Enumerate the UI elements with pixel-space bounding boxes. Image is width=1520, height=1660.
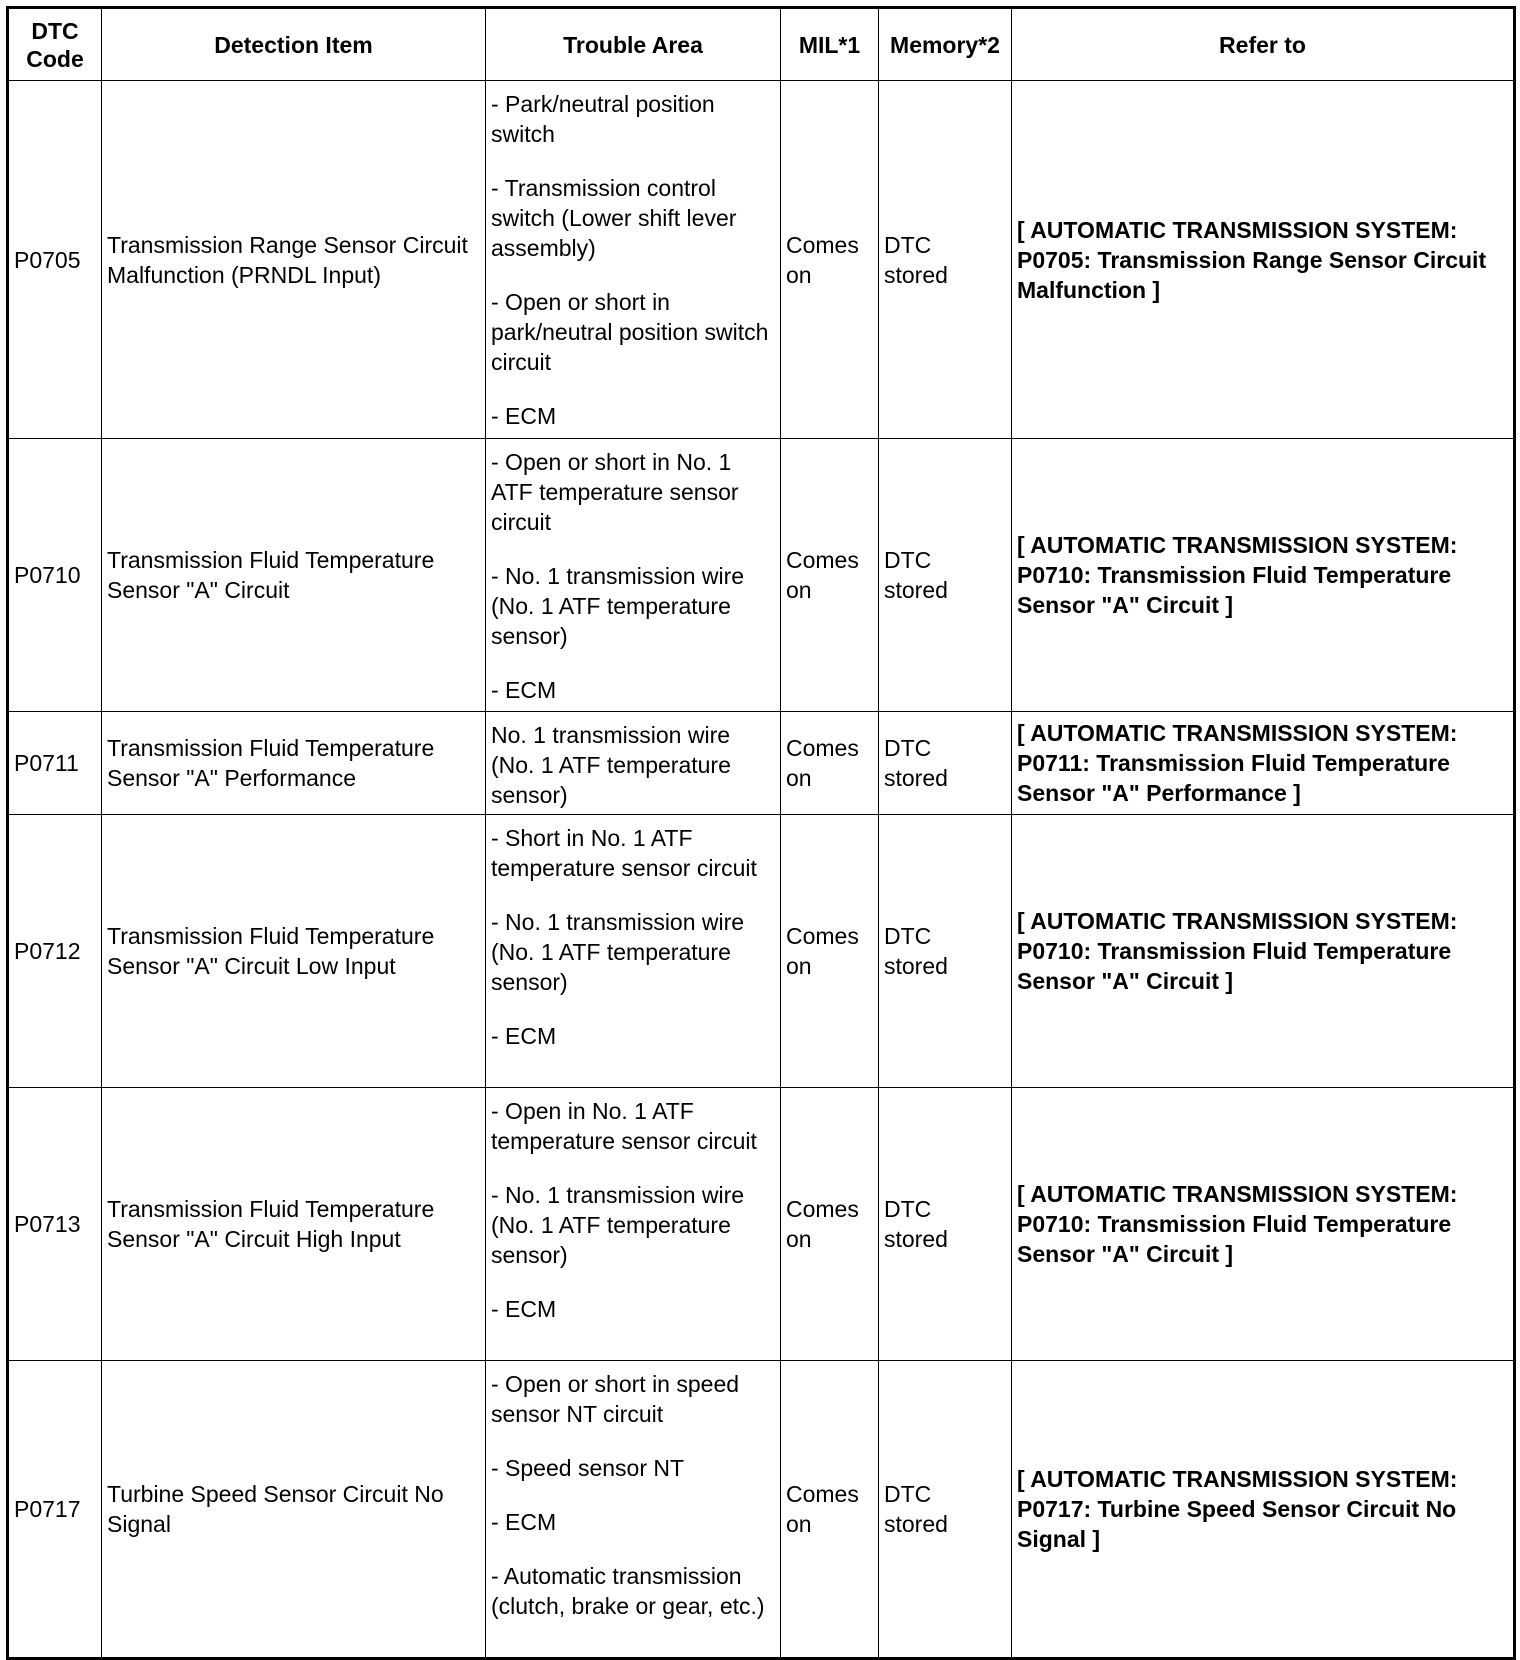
header-mil: MIL*1 bbox=[781, 8, 879, 81]
mil-status: Comes on bbox=[781, 712, 879, 815]
trouble-area bbox=[486, 1088, 781, 1361]
table-row bbox=[8, 712, 1515, 815]
trouble-area-line: - Transmission control switch (Lower shift lever assembly) bbox=[491, 175, 737, 261]
memory-status: DTC stored bbox=[879, 815, 1012, 1088]
memory-status: DTC stored bbox=[879, 439, 1012, 712]
table-row bbox=[8, 439, 1515, 712]
dtc-table bbox=[6, 6, 1516, 1660]
trouble-area-line: - Automatic transmission (clutch, brake or gear, etc.) bbox=[491, 1563, 765, 1619]
refer-to-link[interactable]: [ AUTOMATIC TRANSMISSION SYSTEM: P0710: Transmission Fluid Temperature Sensor "A" Circuit ] bbox=[1012, 439, 1515, 712]
mil-status: Comes on bbox=[781, 81, 879, 439]
detection-item: Transmission Range Sensor Circuit Malfunction (PRNDL Input) bbox=[102, 81, 486, 439]
header-row bbox=[8, 8, 1515, 81]
memory-status: DTC stored bbox=[879, 1361, 1012, 1659]
trouble-area-line: - Open or short in No. 1 ATF temperature sensor circuit bbox=[491, 449, 739, 535]
mil-status: Comes on bbox=[781, 1361, 879, 1659]
refer-to-link[interactable]: [ AUTOMATIC TRANSMISSION SYSTEM: P0710: Transmission Fluid Temperature Sensor "A" Circuit ] bbox=[1012, 815, 1515, 1088]
trouble-area bbox=[486, 712, 781, 815]
dtc-code: P0717 bbox=[8, 1361, 102, 1659]
refer-to-link[interactable]: [ AUTOMATIC TRANSMISSION SYSTEM: P0705: Transmission Range Sensor Circuit Malfunction ] bbox=[1012, 81, 1515, 439]
trouble-area-line: No. 1 transmission wire (No. 1 ATF temperature sensor) bbox=[491, 722, 731, 808]
trouble-area-line: - Open or short in park/neutral position switch circuit bbox=[491, 289, 769, 375]
detection-item: Transmission Fluid Temperature Sensor "A" Circuit High Input bbox=[102, 1088, 486, 1361]
header-memory: Memory*2 bbox=[879, 8, 1012, 81]
trouble-area-line: - ECM bbox=[491, 403, 557, 429]
header-detection-item: Detection Item bbox=[102, 8, 486, 81]
trouble-area-line: - ECM bbox=[491, 677, 557, 703]
table-row bbox=[8, 815, 1515, 1088]
dtc-code: P0710 bbox=[8, 439, 102, 712]
dtc-code: P0713 bbox=[8, 1088, 102, 1361]
trouble-area bbox=[486, 1361, 781, 1659]
detection-item: Turbine Speed Sensor Circuit No Signal bbox=[102, 1361, 486, 1659]
trouble-area bbox=[486, 81, 781, 439]
dtc-code: P0711 bbox=[8, 712, 102, 815]
refer-to-link[interactable]: [ AUTOMATIC TRANSMISSION SYSTEM: P0717: Turbine Speed Sensor Circuit No Signal ] bbox=[1012, 1361, 1515, 1659]
mil-status: Comes on bbox=[781, 439, 879, 712]
trouble-area-line: - Open in No. 1 ATF temperature sensor circuit bbox=[491, 1098, 757, 1154]
refer-to-link[interactable]: [ AUTOMATIC TRANSMISSION SYSTEM: P0710: Transmission Fluid Temperature Sensor "A" Circuit ] bbox=[1012, 1088, 1515, 1361]
memory-status: DTC stored bbox=[879, 81, 1012, 439]
trouble-area-line: - ECM bbox=[491, 1296, 557, 1322]
table-row bbox=[8, 1361, 1515, 1659]
table-row bbox=[8, 1088, 1515, 1361]
header-trouble-area: Trouble Area bbox=[486, 8, 781, 81]
trouble-area-line: - Open or short in speed sensor NT circuit bbox=[491, 1371, 740, 1427]
memory-status: DTC stored bbox=[879, 712, 1012, 815]
trouble-area-line: - Speed sensor NT bbox=[491, 1455, 685, 1481]
dtc-code: P0712 bbox=[8, 815, 102, 1088]
trouble-area-line: - No. 1 transmission wire (No. 1 ATF temperature sensor) bbox=[491, 563, 745, 649]
header-refer-to: Refer to bbox=[1012, 8, 1515, 81]
detection-item: Transmission Fluid Temperature Sensor "A" Circuit bbox=[102, 439, 486, 712]
memory-status: DTC stored bbox=[879, 1088, 1012, 1361]
refer-to-link[interactable]: [ AUTOMATIC TRANSMISSION SYSTEM: P0711: Transmission Fluid Temperature Sensor "A" Performance ] bbox=[1012, 712, 1515, 815]
trouble-area-line: - ECM bbox=[491, 1509, 557, 1535]
trouble-area-line: - No. 1 transmission wire (No. 1 ATF temperature sensor) bbox=[491, 1182, 745, 1268]
trouble-area-line: - Short in No. 1 ATF temperature sensor circuit bbox=[491, 825, 757, 881]
detection-item: Transmission Fluid Temperature Sensor "A" Performance bbox=[102, 712, 486, 815]
dtc-code: P0705 bbox=[8, 81, 102, 439]
mil-status: Comes on bbox=[781, 815, 879, 1088]
detection-item: Transmission Fluid Temperature Sensor "A" Circuit Low Input bbox=[102, 815, 486, 1088]
trouble-area-line: - No. 1 transmission wire (No. 1 ATF temperature sensor) bbox=[491, 909, 745, 995]
trouble-area-line: - ECM bbox=[491, 1023, 557, 1049]
trouble-area bbox=[486, 439, 781, 712]
trouble-area bbox=[486, 815, 781, 1088]
header-dtc-code: DTC Code bbox=[8, 8, 102, 81]
mil-status: Comes on bbox=[781, 1088, 879, 1361]
table-row bbox=[8, 81, 1515, 439]
trouble-area-line: - Park/neutral position switch bbox=[491, 91, 715, 147]
